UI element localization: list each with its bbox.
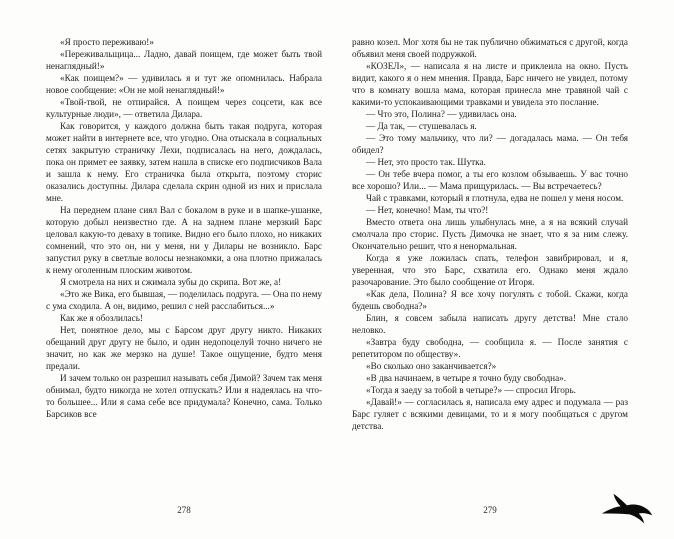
paragraph: — Нет, конечно! Мам, ты что?! bbox=[366, 205, 489, 215]
paragraph: Нет, понятное дело, мы с Барсом друг другу никто. Никаких обещаний друг другу не было, и один недопоцелуй точно ничего не значит, но как же мерзко на душе! Такое ощущение, будто меня предали. bbox=[46, 325, 322, 371]
paragraph: «Во сколько оно заканчивается?» bbox=[366, 361, 497, 371]
paragraph: На переднем плане сиял Вал с бокалом в руке и в шапке-ушанке, которую добыл неизвестно где. А на заднем плане мерзкий Барс целовал какую-то деваху в топике. Видно его было плохо, но никаких сомнений, что это он, ни у меня, ни у Дилары не возникло. Барс запустил руку в светлые волосы незнакомки, а она плотно прижалась к нему оголенным плоским животом. bbox=[46, 205, 322, 275]
paragraph: «Переживальщица... Ладно, давай поищем, где может быть твой ненаглядный!» bbox=[46, 49, 322, 71]
page-number-right: 279 bbox=[483, 505, 497, 515]
paragraph: «КОЗЕЛ», — написала я на листе и приклеила на окно. Пусть видит, какого я о нем мнения. Правда, Барс ничего не увидел, потому что в комнату вошла мама, которая принесла мне травяной чай с какими-то успокаивающими травками и увидела это послание. bbox=[352, 61, 628, 107]
paragraph: «Как поищем?» — удивилась я и тут же опомнилась. Набрала новое сообщение: «Он не мой ненаглядный!» bbox=[46, 73, 322, 95]
paragraph: «Тогда я заеду за тобой в четыре?» — спросил Игорь. bbox=[366, 385, 576, 395]
page-left-text bbox=[46, 36, 322, 420]
paragraph: Как же я обозлилась! bbox=[60, 313, 143, 323]
paragraph: — Он тебе вчера помог, а ты его козлом обзываешь. У вас точно все хорошо? Или... — Мама прищурилась. — Вы встречаетесь? bbox=[352, 169, 628, 191]
paragraph: «Давай!» — согласилась я, написала ему адрес и подумала — раз Барс гуляет с всякими девицами, то и я могу пообщаться с другом детства. bbox=[352, 397, 628, 431]
paragraph: «Твой-твой, не отпирайся. А поищем через соцсети, как все культурные люди», — ответила Дилара. bbox=[46, 97, 322, 119]
paragraph: — Да так, — стушевалась я. bbox=[366, 121, 477, 131]
paragraph: Вместо ответа она лишь улыбнулась мне, а я на всякий случай смолчала про сторис. Пусть Димочка не знает, что я за ним слежу. Окончательно решит, что я ненормальная. bbox=[352, 217, 628, 251]
page-number-left: 278 bbox=[177, 505, 191, 515]
paragraph: Когда я уже ложилась спать, телефон завибрировал, и я, уверенная, что это Барс, схватила его. Однако меня ждало разочарование. Это было сообщение от Игоря. bbox=[352, 253, 628, 287]
paragraph: — Что это, Полина? — удивилась она. bbox=[366, 109, 517, 119]
paragraph: «В два начинаем, в четыре я точно буду свободна». bbox=[366, 373, 567, 383]
paragraph: равно козел. Мог хотя бы не так публично обжиматься с другой, когда объявил меня своей подружкой. bbox=[352, 37, 628, 59]
paragraph: Как говорится, у каждого должна быть такая подруга, которая может найти в интернете все, что угодно. Она отыскала в социальных сетях закрытую страничку Лехи, подписалась на него, дождалась, пока он примет ее заявку, затем нашла в списке его подписчиков Вала и зашла к нему. Его страничка была открыта, поэтому сторис оказались доступны. Дилара сделала скрин одной из них и прислала мне. bbox=[46, 121, 322, 203]
paragraph: — Это тому мальчику, что ли? — догадалась мама. — Он тебя обидел? bbox=[352, 133, 628, 155]
swallow-icon bbox=[600, 493, 654, 525]
swallow-icon-path bbox=[602, 494, 652, 524]
paragraph: «Я просто переживаю!» bbox=[60, 37, 154, 47]
paragraph: Чай с травками, который я глотнула, едва не пошел у меня носом. bbox=[366, 193, 624, 203]
page-right bbox=[337, 0, 674, 539]
paragraph: «Завтра буду свободна, — сообщила я. — После занятия с репетитором по обществу». bbox=[352, 337, 628, 359]
paragraph: Блин, я совсем забыла написать другу детства! Мне стало неловко. bbox=[352, 313, 628, 335]
page-right-text bbox=[352, 36, 628, 432]
paragraph: «Как дела, Полина? Я все хочу погулять с тобой. Скажи, когда будешь свободна?» bbox=[352, 289, 628, 311]
paragraph: Я смотрела на них и сжимала зубы до скрипа. Вот же, а! bbox=[60, 277, 282, 287]
paragraph: «Это же Вика, его бывшая, — поделилась подруга. — Она по нему с ума сходила. А он, видимо, решил с ней расслабиться...» bbox=[46, 289, 323, 311]
paragraph: — Нет, это просто так. Шутка. bbox=[366, 157, 486, 167]
paragraph: И зачем только он разрешил называть себя Димой? Зачем так меня обнимал, будто никогда не хотел отпускать? Или я надеялась на что-то большее... Или я сама себе все придумала? Конечно, сама. Только Барсиков все bbox=[46, 373, 322, 419]
